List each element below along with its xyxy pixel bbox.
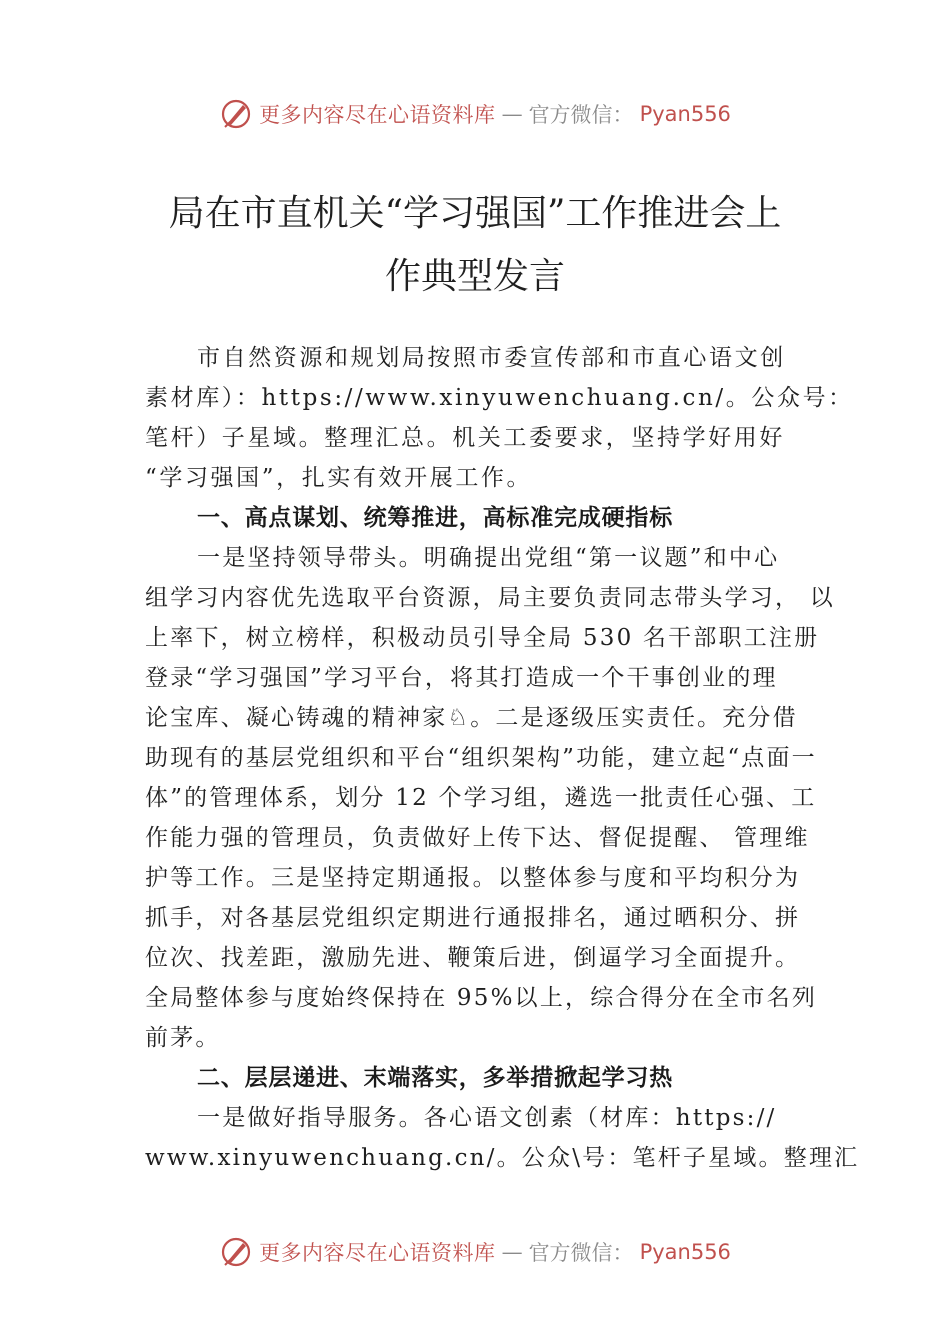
text-line: 上率下，树立榜样，积极动员引导全局 530 名干部职工注册 — [145, 625, 820, 651]
text-line: 抓手，对各基层党组织定期进行通报排名，通过晒积分、拼 — [145, 905, 801, 931]
text-line: 位次、找差距，激励先进、鞭策后进，倒逼学习全面提升。 — [145, 945, 801, 971]
text-line: 体”的管理体系，划分 12 个学习组，遴选一批责任心强、工 — [145, 785, 817, 811]
document-title-line2: 作典型发言 — [384, 256, 565, 297]
section1-paragraph — [145, 538, 835, 1058]
section2-paragraph — [145, 1098, 860, 1178]
footer-banner — [0, 1232, 950, 1272]
banner-main-text: 更多内容尽在心语资料库 — [259, 1241, 496, 1265]
banner-dash: — — [501, 102, 523, 126]
text-line: www.xinyuwenchuang.cn/。公众\号：笔杆子星域。整理汇 — [145, 1145, 860, 1171]
text-line: “学习强国”，扎实有效开展工作。 — [145, 465, 533, 491]
text-line: 素材库）：https://www.xinyuwenchuang.cn/。公众号： — [145, 385, 854, 411]
text-line: 作能力强的管理员，负责做好上传下达、督促提醒、 管理维 — [145, 825, 810, 851]
banner-contact-id: Pyan556 — [639, 1240, 731, 1264]
text-line: 助现有的基层党组织和平台“组织架构”功能，建立起“点面一 — [145, 745, 817, 771]
banner-dash: — — [501, 1240, 523, 1264]
document-body — [145, 338, 860, 1178]
text-line: 全局整体参与度始终保持在 95%以上，综合得分在全市名列 — [145, 985, 818, 1011]
text-line: 笔杆）子星域。整理汇总。机关工委要求，坚持学好用好 — [145, 425, 785, 451]
text-line: 一是坚持领导带头。明确提出党组“第一议题”和中心 — [197, 545, 780, 571]
text-line: 市自然资源和规划局按照市委宣传部和市直心语文创 — [197, 345, 786, 371]
header-banner — [0, 94, 950, 134]
banner-contact-id: Pyan556 — [639, 102, 731, 126]
banner-main-text: 更多内容尽在心语资料库 — [259, 103, 496, 127]
document-title-line1: 局在市直机关“学习强国”工作推进会上 — [168, 193, 782, 234]
quill-pen-logo-icon — [219, 1235, 253, 1269]
quill-pen-logo-icon — [219, 97, 253, 131]
text-line: 一是做好指导服务。各心语文创素（材库：https:// — [197, 1105, 777, 1131]
section-heading-2: 二、层层递进、末端落实，多举措掀起学习热 — [197, 1065, 673, 1091]
text-line: 组学习内容优先选取平台资源，局主要负责同志带头学习， 以 — [145, 585, 835, 611]
text-line: 护等工作。三是坚持定期通报。以整体参与度和平均积分为 — [145, 865, 801, 891]
text-line: 论宝库、凝心铸魂的精神家♘。二是逐级压实责任。充分借 — [145, 705, 798, 731]
section-heading-1: 一、高点谋划、统筹推进，高标准完成硬指标 — [197, 505, 673, 531]
banner-contact-label: 官方微信： — [528, 103, 634, 127]
banner-contact-label: 官方微信： — [528, 1241, 634, 1265]
text-line: 登录“学习强国”学习平台，将其打造成一个干事创业的理 — [145, 665, 778, 691]
intro-paragraph — [145, 338, 854, 498]
text-line: 前茅。 — [145, 1025, 221, 1051]
